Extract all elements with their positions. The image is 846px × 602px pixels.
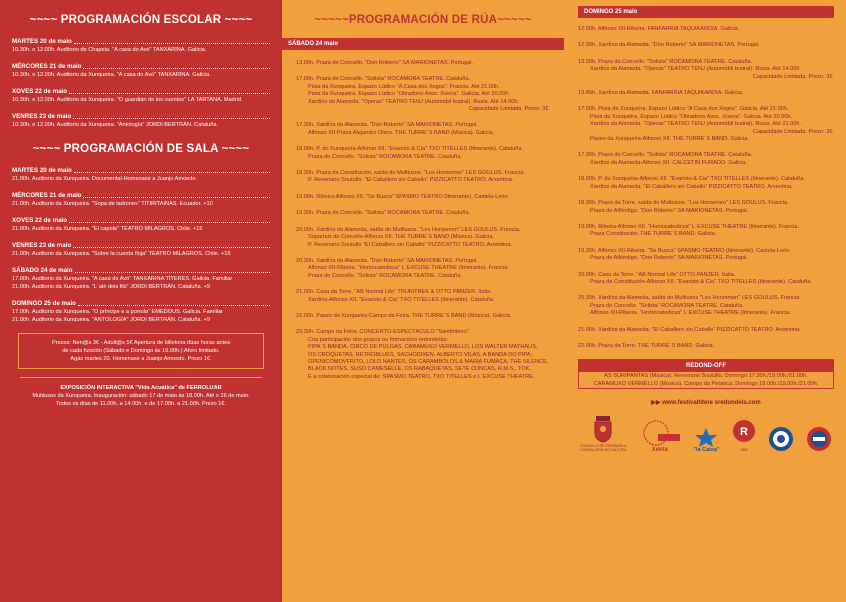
- event-line: 18.00h. P. do Xunqueira-Alfonso XII. "Evaristo & Cia" TXO TITELLES (Itinerante). Cataluña.: [578, 176, 805, 183]
- street-event: [296, 60, 550, 67]
- event-line: 19.00h. Ribeira-Alfonso XII. "Se Busca" SPASMO TEATRO (Itinerante). Castela-León.: [296, 193, 510, 200]
- event-line: 17.00h. Praza do Concello. "Solista" ROCAMORA TEATRE. Cataluña.: [296, 76, 471, 83]
- redond-off-box: REDOND-OFF AS SURIPANTAS (Música). Reveriano Soutullo. Domingo 17.30h./19.00h./21.00h. CARAMUXO VERMELLO (Música). Campo da Petanca. Domingo 18.00h./19.00h./21.00h.: [578, 359, 834, 389]
- event-line: PIPA´S BANDA, CIRCO DE PULGAS, CARAMUXO VERMELLO, LOS WALTER MATHAUS,: [308, 344, 538, 351]
- svg-text:R: R: [739, 426, 748, 439]
- event-line: 18.00h. P. do Xunqueira-Alfonso XII. "Evaristo & Cia" TXO TITELLES (Itinerante). Cataluña.: [296, 146, 523, 153]
- event-day: XOVES 22 de maio: [12, 88, 270, 96]
- divider: [20, 377, 262, 378]
- street-event: [296, 76, 550, 113]
- event-line: Praza do Concello. "Solista" ROCAMORA TEATRE. Cataluña.: [308, 153, 462, 160]
- street-event: [296, 329, 550, 381]
- street-event: [578, 224, 834, 239]
- event-line: Coa participación dos grupos ou formacións redondelás:: [308, 336, 448, 343]
- street-event: [296, 289, 550, 304]
- school-event: [12, 38, 270, 54]
- event-line: Praza do Alfóndigo. "Don Roberto" SA MARIONETAS. Portugal.: [590, 255, 749, 262]
- event-line: 23.30h. Campo da Feira. CONCERTO-ESPECTÁCULO "Santitriteiro".: [296, 329, 471, 336]
- hall-event: [12, 242, 270, 258]
- school-event: [12, 88, 270, 104]
- street-event: [578, 59, 834, 81]
- street-programme-title: ~~~~~PROGRAMACIÓN DE RÚA~~~~~: [314, 14, 532, 26]
- event-line: Alfonso XII-Praza Alejandro Otero. THE TURRE´S BAND (Música). Galicia.: [308, 129, 495, 136]
- event-line: Soportais do Concello-Alfonso XII. THE TURRE´S BAND (Música). Galicia.: [308, 234, 495, 241]
- concello-logo: CONCELLO DE REDONDELA CONCELLERÍA DE CULTURA: [580, 414, 626, 452]
- event-line: Capacidade Limitada. Prezo: 3€.: [468, 106, 550, 113]
- event-line: 13.45h. Xardíns da Alameda. FANFARRIA TAQUIKARDIA. Galicia.: [578, 90, 744, 97]
- event-line: OPENICOMOVFRITO, LOLO NANTES, OS CARAMBOLOS & MARÍA FUMAÇA, THE SILENCE,: [308, 358, 549, 365]
- event-line: 10.30h. e 12.00h. Auditorio de Chapela. "A casa do Avó" TANXARINA. Galicia.: [12, 47, 207, 53]
- event-line: Xardíns da Alameda. "Óperas" TEATRO TENJ (Automóbil teatral). Rusia. Até 14.00h.: [590, 66, 802, 73]
- hall-events: [12, 167, 270, 324]
- festival-url[interactable]: ▶▶ www.festivaltitere sredondela.com: [651, 400, 761, 407]
- event-line: P. Reveriano Soutullo. "El Caballero sin Caballo" PIZZICATTO TEATRO. Arxentina.: [308, 177, 514, 184]
- event-line: E a colaboración especial de: SPASMO TEATRO, TXO TITELLES e L´EXCUSE THEATRE.: [308, 373, 535, 380]
- event-day: MARTES 20 de maio: [12, 38, 270, 46]
- event-line: P. Reveriano Soutullo "El Caballero sin Caballo" PIZZICATTO TEATRO. Arxentina.: [308, 241, 512, 248]
- hall-event: [12, 300, 270, 324]
- street-event: [296, 194, 550, 201]
- event-line: Praza da Constitución-Alfonso XII. "Evaristo & Cia" TXO TITELLES (Itinerante). Cataluña.: [590, 278, 813, 285]
- xente-ring-icon: [638, 418, 682, 448]
- school-event: [12, 113, 270, 129]
- event-line: 20.30h. Xardíns da Alameda. "Don Roberto" SA MARIONETAS. Portugal.: [296, 257, 478, 264]
- saturday-events: [296, 60, 550, 381]
- event-line: 21.00h. Auditorio da Xunqueira. "Sopa de ladrones" TITIRITAINAS. Ecuador. +10: [12, 201, 213, 207]
- street-event: [296, 258, 550, 280]
- event-line: 20.00h. Xardíns da Alameda, saída do Multiusos. "Les Horsemen" LES GOULUS. Francia.: [296, 226, 521, 233]
- event-day: SÁBADO 24 de maio: [12, 267, 270, 275]
- event-line: 19.00h. Ribeira-Alfonso XII. "Homocatedicus" L´EXCUSE THEATRE (Itinerante). Francia.: [578, 223, 800, 230]
- event-line: OS CROQUETAS, RETROBLUES, SACHODIXEN, ALBERTO VILAS, A BANDA DO PIPA,: [308, 351, 533, 358]
- sunday-column: [564, 0, 846, 602]
- event-line: Xardíns da Alameda. "Óperas" TEATRO TENJ (Automóbil teatral). Rusia. Até 21.00h.: [590, 121, 802, 128]
- event-line: 10.30h. e 12.00h. Auditorio da Xunqueira. "Antología" JORDI BERTRÁN. Cataluña.: [12, 122, 218, 128]
- street-event: [296, 170, 550, 185]
- event-line: 21.00h. Auditorio da Xunqueira. "L´alé dels fils" JORDI BERTRÁN. Cataluña. +9: [12, 284, 211, 290]
- event-line: Praza Constitución. THE TURRE´S BAND. Galicia.: [590, 231, 717, 238]
- street-event: [296, 313, 550, 320]
- sunday-events: [578, 26, 834, 350]
- event-line: 18.30h. Praza da Torre, saída do Multiusos. "Los Horsemen" LES GOULUS. Francia.: [578, 200, 789, 207]
- event-line: Praza do Concello. "Solista" ROCAMORA TEATRE. Cataluña.: [308, 272, 462, 279]
- arrow-icon: ▶▶: [651, 400, 663, 407]
- street-event: [578, 327, 834, 334]
- event-line: 22.00h. Praza da Torre. THE TURRE´S BAND. Galicia.: [578, 342, 715, 349]
- event-line: 17.30h. Xardíns da Alameda. "Don Roberto" SA MARIONETAS. Portugal.: [296, 122, 478, 129]
- event-line: Xardíns da Alameda-Alfonso XII. CALCETÍN FURADO. Galicia.: [590, 159, 747, 166]
- event-line: 10.30h. e 12.00h. Auditorio da Xunqueira. "A casa do Avó" TANXARINA. Galicia.: [12, 72, 211, 78]
- event-day: XOVES 22 de maio: [12, 217, 270, 225]
- event-day: VENRES 23 de maio: [12, 242, 270, 250]
- event-line: 22.00h. Paseo da Xunqueira-Campo da Feira. THE TURRE´S BAND (Música). Galicia.: [296, 312, 512, 319]
- redond-off-title: REDOND-OFF: [579, 360, 833, 372]
- event-line: Paseo da Xunqueira-Alfonso XII. THE TURRE´S BAND. Galicia.: [590, 136, 749, 143]
- event-line: Xardíns da Alameda. "Óperas" TEATRO TENJ (Automóbil teatral). Rusia. Até 14.00h.: [308, 98, 520, 105]
- event-line: 13.00h. Praza do Concello. "Solista" ROCAMORA TEATRE. Cataluña.: [578, 58, 753, 65]
- event-line: 13.00h. Praza do Concello. "Don Roberto" SA MARIONETAS. Portugal.: [296, 60, 474, 66]
- event-line: 21.00h. Xardíns da Alameda. "El Caballero sin Caballo" PIZZICATTO TEATRO. Arxentina.: [578, 326, 801, 333]
- event-day: DOMINGO 25 de maio: [12, 300, 270, 308]
- event-line: Capacidade Limitada. Prezo: 3€.: [752, 128, 834, 135]
- event-line: Pista da Xunqueira. Espazo Lúdico "A Casa dos Xogos". Francia. Até 21.00h.: [308, 83, 500, 90]
- street-event: [578, 42, 834, 49]
- event-line: 20.00h. Casa da Torre. "AB Normal Life" OTTO PANZER. Italia.: [578, 271, 736, 278]
- street-event: [578, 272, 834, 287]
- street-event: [296, 122, 550, 137]
- event-line: 21.00h. Auditorio da Xunqueira. "ANTOLOGÍA" JORDI BERTRÁN. Cataluña. +9: [12, 317, 210, 323]
- event-line: 10.30h. e 12.00h. Auditorio da Xunqueira. "O guardián de los cuentos" LA TARTANA. Madrid.: [12, 97, 243, 103]
- prices-box: Prezos: Nen@s 3€ - Adult@s 5€ Apertura de billeteira dúas horas antes de cada función (Sábado e Domingo ás 16.00h.) Aforo limitado. Agás martes 20. Homenaxe a Juanjo Amoedo. Prezo 1€.: [18, 333, 264, 369]
- event-day: VENRES 23 de maio: [12, 113, 270, 121]
- school-programme-title: ~~~~ PROGRAMACIÓN ESCOLAR ~~~~: [29, 14, 253, 26]
- event-line: BLACK NOTES, SUSO CAMESELLE, OS RABAQUETAS, SETE CUNCAS, R.M.S., TOK.: [308, 366, 531, 373]
- event-line: 17.30h. Praza do Concello. "Solista" ROCAMORA TEATRE. Cataluña.: [578, 152, 753, 159]
- event-line: 21.00h. Auditorio da Xunqueira. Documental-Homenaxe a Juanjo Amoedo.: [12, 176, 198, 182]
- event-line: Praza do Alfóndigo. "Don Roberto" SA MARIONETAS. Portugal.: [590, 207, 749, 214]
- event-line: Alfonso XII-Ribeira. "Homocatedicus" L´EXCUSE THEATRE (Itinerante). Francia.: [590, 310, 791, 317]
- hall-event: [12, 167, 270, 183]
- star-icon: [693, 426, 719, 448]
- event-line: 17.00h. Auditorio da Xunqueira. "O príncipe e a porrula" EMEDOUS. Galicia. Familiar: [12, 309, 224, 315]
- hall-event: [12, 267, 270, 291]
- hall-event: [12, 192, 270, 208]
- event-line: 12.00h. Alfonso XII-Ribeira. FANFARRIA TAQUIKARDIA. Galicia.: [578, 26, 740, 32]
- street-event: [296, 227, 550, 249]
- street-event: [578, 343, 834, 350]
- street-event: [296, 146, 550, 161]
- event-line: Pista da Xunqueira. Espazo Lúdico "Obradoiro Asoc. Xoeira". Galicia. Até 20.00h.: [308, 91, 511, 98]
- event-line: Pista da Xunqueira. Espazo Lúdico "Obradoiro Asoc. Xoeira". Galicia. Até 20.00h.: [590, 113, 793, 120]
- xente-logo: Xente: [638, 418, 682, 452]
- event-line: Praza do Concello. "Solista" ROCAMORA TEATRE. Cataluña.: [590, 302, 744, 309]
- event-day: MÉRCORES 21 de maio: [12, 192, 270, 200]
- event-line: 20.30h. Xardíns da Alameda, saída do Multiusos "Les Horsemen" LES GOULUS. Francia.: [578, 295, 801, 302]
- street-event: [578, 200, 834, 215]
- crest-icon: [592, 414, 614, 444]
- sponsor-badge-red: [806, 426, 832, 452]
- street-event: [578, 90, 834, 97]
- street-event: [578, 26, 834, 33]
- event-line: Xardíns-Alfonso XII. "Evaristo & Cia" TXO TITELLES (Itinerante). Cataluña.: [308, 296, 495, 303]
- event-line: 21.00h. Auditorio da Xunqueira. "Sobre la cuerda floja" TEATRO MILAGROS. Chile. +15: [12, 251, 231, 257]
- circle-badge-icon: [806, 426, 832, 452]
- sponsor-logos: [578, 414, 834, 452]
- school-and-hall-column: [0, 0, 282, 602]
- event-line: Capacidade Limitada. Prezo: 3€.: [752, 73, 834, 80]
- sponsor-badge-blue: [768, 426, 794, 452]
- event-line: 17.00h. Pista da Xunqueira. Espazo Lúdico "A Casa dos Xogos". Galicia. Até 21.00h.: [578, 106, 789, 113]
- event-line: 21.00h. Auditorio da Xunqueira. "El capote" TEATRO MILAGROS. Chile. +15: [12, 226, 203, 232]
- event-line: 17.00h. Auditorio da Xunqueira. "A casa do Avó" TANXARINA TÍTERES. Galicia. Familiar: [12, 276, 233, 282]
- sunday-band: DOMINGO 25 maio: [578, 6, 834, 18]
- street-event: [578, 176, 834, 191]
- la-caixa-logo: "la Caixa": [693, 426, 719, 452]
- gear-badge-icon: [768, 426, 794, 452]
- hall-programme-title: ~~~~ PROGRAMACIÓN DE SALA ~~~~: [32, 143, 250, 155]
- street-event: [578, 106, 834, 143]
- red-logo: R RED: [731, 418, 757, 452]
- school-events: [12, 38, 270, 129]
- event-line: 12.30h. Xardíns da Alameda. "Don Roberto" SA MARIONETAS. Portugal.: [578, 42, 760, 49]
- event-line: 21.00h. Casa da Torre. "AB Normal Life" TRUKITREK & OTTO PANZER. Italia.: [296, 289, 492, 296]
- exhibition-info: EXPOSICIÓN INTERACTIVA "Vida Acuática" de FERROLUAR Multiusos da Xunqueira. Inauguración: sábado 17 de maio ás 18.00h. Até o 26 de maio. Todos os días de 11.00h. a 14.00h. e de 17.00h. a 21.00h. Prezo 1€.: [32, 385, 250, 407]
- event-day: MÉRCORES 21 de maio: [12, 63, 270, 71]
- red-network-icon: [731, 418, 757, 448]
- event-line: 19.30h. Praza do Concello. "Solista" ROCAMORA TEATRE. Cataluña.: [296, 210, 471, 217]
- event-line: Xardíns da Alameda. "El Caballero sin Caballo" PIZZICATTO TEATRO. Arxentina.: [590, 183, 793, 190]
- event-day: MARTES 20 de maio: [12, 167, 270, 175]
- event-line: 18.30h. Praza da Constitución, saída do Multiusos. "Los Horsemen" LES GOULUS. Francia.: [296, 170, 525, 177]
- street-event: [296, 210, 550, 217]
- hall-event: [12, 217, 270, 233]
- saturday-band: SÁBADO 24 maio: [282, 38, 564, 50]
- street-event: [578, 295, 834, 317]
- event-line: Alfonso XII-Ribeira. "Homocatedicus" L´EXCUSE THEATRE (Itinerante). Francia.: [308, 265, 509, 272]
- street-event: [578, 152, 834, 167]
- street-event: [578, 248, 834, 263]
- event-line: 19.30h. Alfonso XII-Ribeira. "Se Busca" SPASMO TEATRO (Itinerante). Castela-León.: [578, 247, 791, 254]
- street-programme-column: [282, 0, 564, 602]
- school-event: [12, 63, 270, 79]
